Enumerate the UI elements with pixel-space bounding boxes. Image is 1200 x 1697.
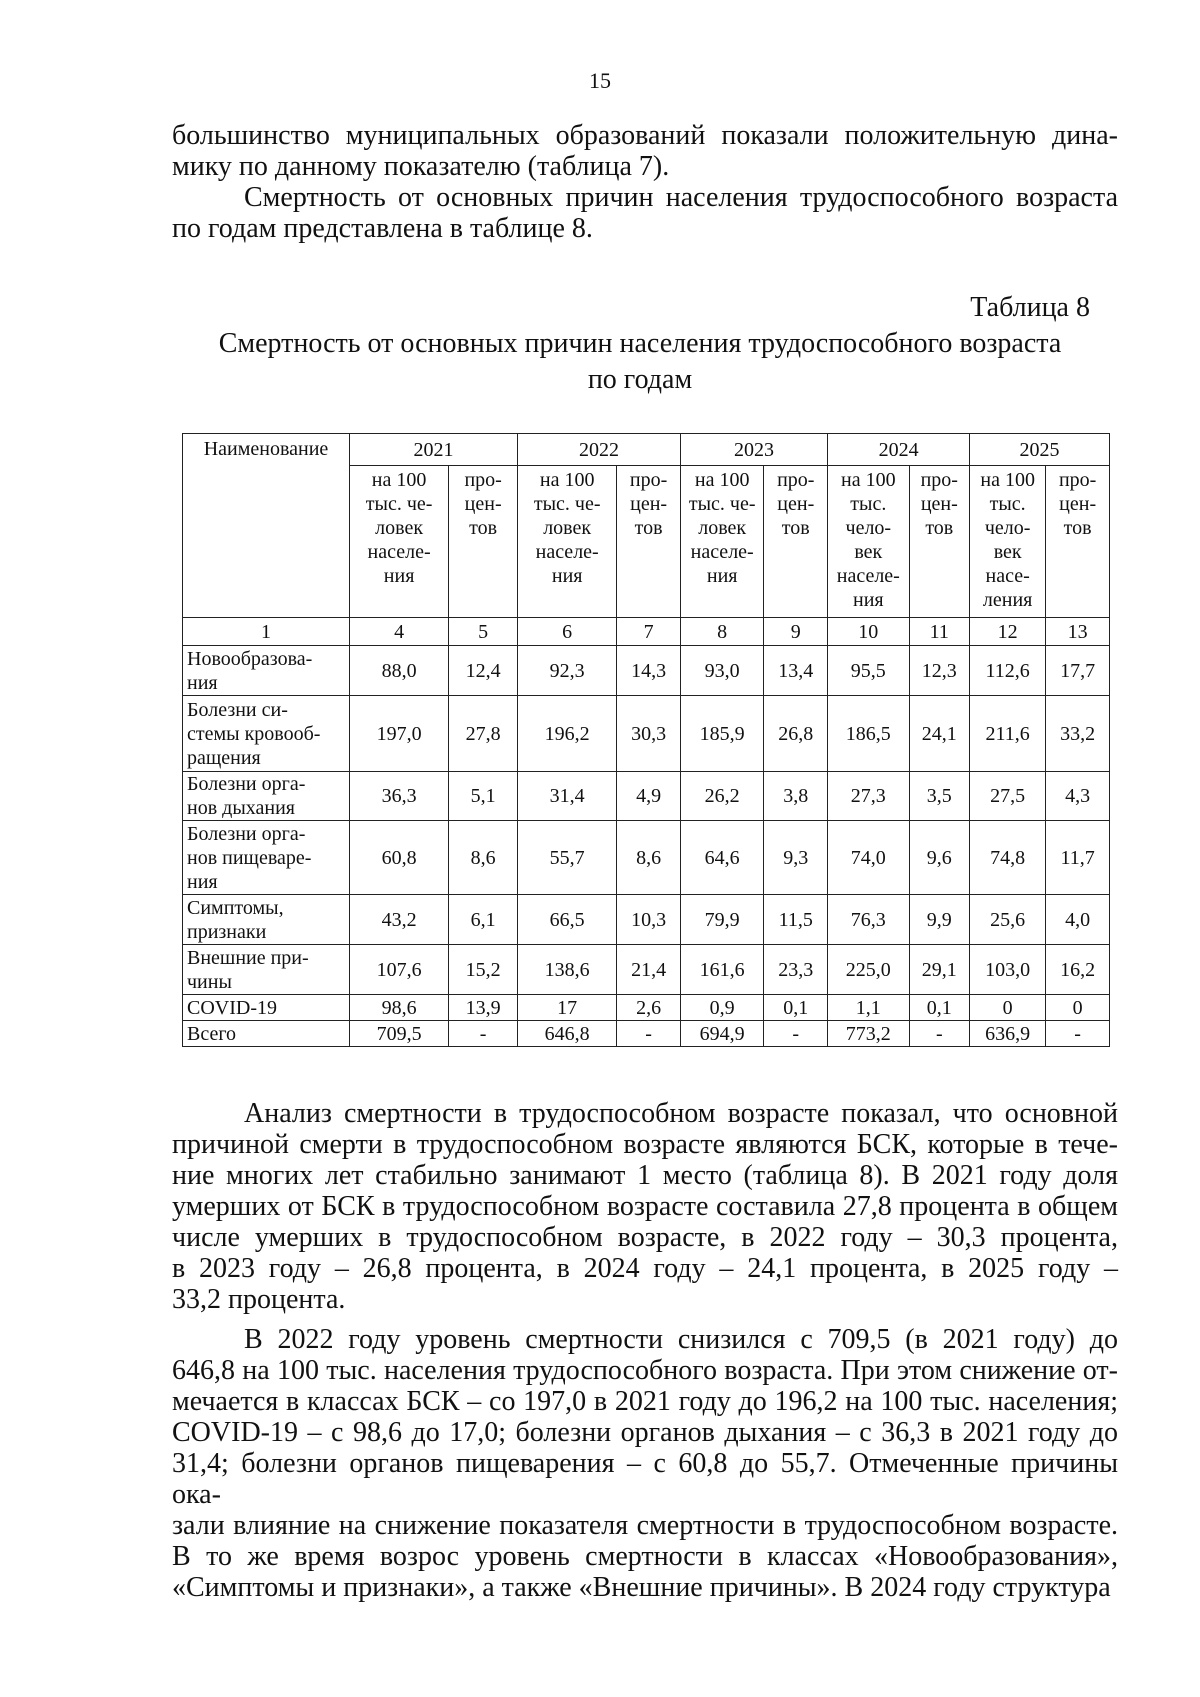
- text-line-content: умерших от БСК в трудоспособном возрасте составила 27,8 процента в общем: [172, 1191, 1118, 1222]
- percent-header: про- цен- тов: [764, 466, 828, 618]
- table-cell: 3,8: [764, 772, 828, 821]
- table-row: [183, 772, 1110, 821]
- table-cell: 33,2: [1046, 696, 1110, 772]
- text-line: Смертность от основных причин населения трудоспособного возраста: [244, 182, 1118, 213]
- per100k-header: на 100 тыс. че- ловек населе- ния: [680, 466, 764, 618]
- table-cell: 636,9: [970, 1021, 1046, 1047]
- text-line-content: «Симптомы и признаки», а также «Внешние причины». В 2024 году структура: [172, 1572, 1111, 1603]
- table-cell: 0: [970, 995, 1046, 1021]
- table-cell: 60,8: [350, 821, 449, 895]
- per100k-header: на 100 тыс. че- ловек населе- ния: [518, 466, 617, 618]
- table-cell: 9,6: [909, 821, 970, 895]
- year-header: 2024: [828, 434, 970, 466]
- table-cell: -: [764, 1021, 828, 1047]
- table-row: [183, 895, 1110, 945]
- table-cell: 88,0: [350, 646, 449, 696]
- text-line: [172, 1284, 1118, 1315]
- column-number: 10: [828, 618, 909, 646]
- percent-header: про- цен- тов: [449, 466, 518, 618]
- table-cell: 31,4: [518, 772, 617, 821]
- text-line: большинство муниципальных образований показали положительную дина-: [172, 120, 1118, 151]
- table-cell: 43,2: [350, 895, 449, 945]
- text-line: [172, 1324, 1118, 1355]
- table-cell: 186,5: [828, 696, 909, 772]
- table-cell: 0,1: [909, 995, 970, 1021]
- analysis-paragraph: [172, 1098, 1118, 1315]
- table-cell: 74,8: [970, 821, 1046, 895]
- row-label: Болезни орга- нов пищеваре- ния: [183, 821, 350, 895]
- table-cell: 30,3: [617, 696, 681, 772]
- text-line-content: числе умерших в трудоспособном возрасте, в 2022 году – 30,3 процента,: [172, 1222, 1118, 1253]
- table-cell: 2,6: [617, 995, 681, 1021]
- column-number: 9: [764, 618, 828, 646]
- table-cell: 55,7: [518, 821, 617, 895]
- table-cell: 1,1: [828, 995, 909, 1021]
- text-line: [172, 1510, 1118, 1541]
- trend-paragraph: [172, 1324, 1118, 1603]
- table-cell: 24,1: [909, 696, 970, 772]
- table-cell: 0,9: [680, 995, 764, 1021]
- table-cell: 11,5: [764, 895, 828, 945]
- table-cell: 95,5: [828, 646, 909, 696]
- table-cell: 11,7: [1046, 821, 1110, 895]
- table-cell: 21,4: [617, 945, 681, 995]
- text-line-content: 31,4; болезни органов пищеварения – с 60,8 до 55,7. Отмеченные причины ока-: [172, 1448, 1118, 1510]
- table-cell: 26,8: [764, 696, 828, 772]
- text-line-content: мечается в классах БСК – со 197,0 в 2021 году до 196,2 на 100 тыс. населения;: [172, 1386, 1118, 1417]
- table-cell: 98,6: [350, 995, 449, 1021]
- table-cell: 92,3: [518, 646, 617, 696]
- table-cell: 9,9: [909, 895, 970, 945]
- table-cell: -: [1046, 1021, 1110, 1047]
- table-cell: 12,4: [449, 646, 518, 696]
- percent-header: про- цен- тов: [1046, 466, 1110, 618]
- text-line-content: COVID-19 – с 98,6 до 17,0; болезни органов дыхания – с 36,3 в 2021 году до: [172, 1417, 1118, 1448]
- table-row: [183, 696, 1110, 772]
- row-label: Болезни орга- нов дыхания: [183, 772, 350, 821]
- column-number-row: [183, 618, 1110, 646]
- name-header: Наименование: [183, 434, 350, 618]
- text-line: [172, 1355, 1118, 1386]
- table-cell: 646,8: [518, 1021, 617, 1047]
- table-cell: 27,5: [970, 772, 1046, 821]
- year-header: 2021: [350, 434, 518, 466]
- column-number: 7: [617, 618, 681, 646]
- table-cell: 26,2: [680, 772, 764, 821]
- year-header: 2025: [970, 434, 1110, 466]
- table-cell: 8,6: [449, 821, 518, 895]
- table-cell: 79,9: [680, 895, 764, 945]
- row-label: COVID-19: [183, 995, 350, 1021]
- table-cell: 4,0: [1046, 895, 1110, 945]
- table-cell: 36,3: [350, 772, 449, 821]
- row-label: Симптомы, признаки: [183, 895, 350, 945]
- percent-header: про- цен- тов: [617, 466, 681, 618]
- intro-paragraph: [172, 120, 1118, 244]
- table-title-line: Смертность от основных причин населения трудоспособного возраста: [218, 328, 1062, 359]
- text-line-content: 646,8 на 100 тыс. населения трудоспособного возраста. При этом снижение от-: [172, 1355, 1118, 1386]
- table-cell: 3,5: [909, 772, 970, 821]
- table-title: [200, 326, 1080, 398]
- text-line: мику по данному показателю (таблица 7).: [172, 151, 670, 182]
- text-line-content: в 2023 году – 26,8 процента, в 2024 году – 24,1 процента, в 2025 году –: [172, 1253, 1118, 1284]
- text-line: [172, 1541, 1118, 1572]
- page-number: 15: [589, 68, 611, 93]
- table-cell: 694,9: [680, 1021, 764, 1047]
- table-title-line: по годам: [587, 364, 693, 395]
- year-header-row: [183, 434, 1110, 466]
- column-number: 6: [518, 618, 617, 646]
- table-cell: 107,6: [350, 945, 449, 995]
- table-cell: 196,2: [518, 696, 617, 772]
- text-line-wrap: [172, 182, 1118, 213]
- table-cell: 185,9: [680, 696, 764, 772]
- table-cell: 773,2: [828, 1021, 909, 1047]
- per100k-header: на 100 тыс. чело- век населе- ния: [828, 466, 909, 618]
- row-label: Новообразова- ния: [183, 646, 350, 696]
- text-line-content: ние многих лет стабильно занимают 1 место (таблица 8). В 2021 году доля: [172, 1160, 1118, 1191]
- table-cell: 17: [518, 995, 617, 1021]
- table-cell: 23,3: [764, 945, 828, 995]
- table-body: [183, 646, 1110, 1047]
- column-number: 4: [350, 618, 449, 646]
- table-cell: 14,3: [617, 646, 681, 696]
- table-cell: 9,3: [764, 821, 828, 895]
- table-cell: 161,6: [680, 945, 764, 995]
- column-number: 1: [183, 618, 350, 646]
- table-number: Таблица 8: [970, 292, 1090, 323]
- mortality-table: [182, 433, 1110, 1047]
- text-line-content: 33,2 процента.: [172, 1284, 346, 1315]
- table-cell: 6,1: [449, 895, 518, 945]
- table-cell: -: [617, 1021, 681, 1047]
- table-cell: 4,9: [617, 772, 681, 821]
- table-row: [183, 821, 1110, 895]
- table-row: [183, 995, 1110, 1021]
- row-label: Всего: [183, 1021, 350, 1047]
- table-cell: 103,0: [970, 945, 1046, 995]
- text-line: [172, 1129, 1118, 1160]
- table-row: [183, 945, 1110, 995]
- table-cell: 25,6: [970, 895, 1046, 945]
- text-line: [172, 1098, 1118, 1129]
- table-cell: 197,0: [350, 696, 449, 772]
- text-line: [172, 1386, 1118, 1417]
- row-label: Болезни си- стемы кровооб- ращения: [183, 696, 350, 772]
- table-cell: 27,8: [449, 696, 518, 772]
- table-cell: 13,9: [449, 995, 518, 1021]
- column-number: 5: [449, 618, 518, 646]
- table-cell: 29,1: [909, 945, 970, 995]
- table-cell: 17,7: [1046, 646, 1110, 696]
- row-label: Внешние при- чины: [183, 945, 350, 995]
- table-cell: 0: [1046, 995, 1110, 1021]
- text-line: [172, 1572, 1118, 1603]
- table-cell: -: [449, 1021, 518, 1047]
- table-cell: 16,2: [1046, 945, 1110, 995]
- table-cell: 12,3: [909, 646, 970, 696]
- text-line-content: В 2022 году уровень смертности снизился с 709,5 (в 2021 году) до: [244, 1324, 1118, 1355]
- table-row: [183, 646, 1110, 696]
- text-line-content: Анализ смертности в трудоспособном возрасте показал, что основной: [244, 1098, 1118, 1129]
- column-number: 8: [680, 618, 764, 646]
- text-line: [172, 1417, 1118, 1448]
- table-cell: 13,4: [764, 646, 828, 696]
- table-cell: 93,0: [680, 646, 764, 696]
- table-cell: 76,3: [828, 895, 909, 945]
- percent-header: про- цен- тов: [909, 466, 970, 618]
- text-line-content: зали влияние на снижение показателя смертности в трудоспособном возрасте.: [172, 1510, 1118, 1541]
- table-cell: 138,6: [518, 945, 617, 995]
- table-cell: 66,5: [518, 895, 617, 945]
- text-line: [172, 1253, 1118, 1284]
- table-cell: -: [909, 1021, 970, 1047]
- table-cell: 64,6: [680, 821, 764, 895]
- text-line: [172, 1191, 1118, 1222]
- text-line: по годам представлена в таблице 8.: [172, 213, 593, 244]
- per100k-header: на 100 тыс. че- ловек населе- ния: [350, 466, 449, 618]
- table-cell: 225,0: [828, 945, 909, 995]
- table-cell: 74,0: [828, 821, 909, 895]
- column-number: 13: [1046, 618, 1110, 646]
- text-line: [172, 1160, 1118, 1191]
- year-header: 2023: [680, 434, 827, 466]
- column-number: 11: [909, 618, 970, 646]
- table-cell: 4,3: [1046, 772, 1110, 821]
- table-cell: 112,6: [970, 646, 1046, 696]
- text-line-content: В то же время возрос уровень смертности в классах «Новообразования»,: [172, 1541, 1118, 1572]
- table-cell: 709,5: [350, 1021, 449, 1047]
- text-line: [172, 1448, 1118, 1510]
- table-cell: 15,2: [449, 945, 518, 995]
- table-cell: 0,1: [764, 995, 828, 1021]
- text-line-content: причиной смерти в трудоспособном возрасте являются БСК, которые в тече-: [172, 1129, 1118, 1160]
- table-cell: 10,3: [617, 895, 681, 945]
- table-cell: 5,1: [449, 772, 518, 821]
- text-line: [172, 1222, 1118, 1253]
- year-header: 2022: [518, 434, 681, 466]
- table-cell: 27,3: [828, 772, 909, 821]
- column-number: 12: [970, 618, 1046, 646]
- table-cell: 8,6: [617, 821, 681, 895]
- table-cell: 211,6: [970, 696, 1046, 772]
- per100k-header: на 100 тыс. чело- век насе- ления: [970, 466, 1046, 618]
- table-row: [183, 1021, 1110, 1047]
